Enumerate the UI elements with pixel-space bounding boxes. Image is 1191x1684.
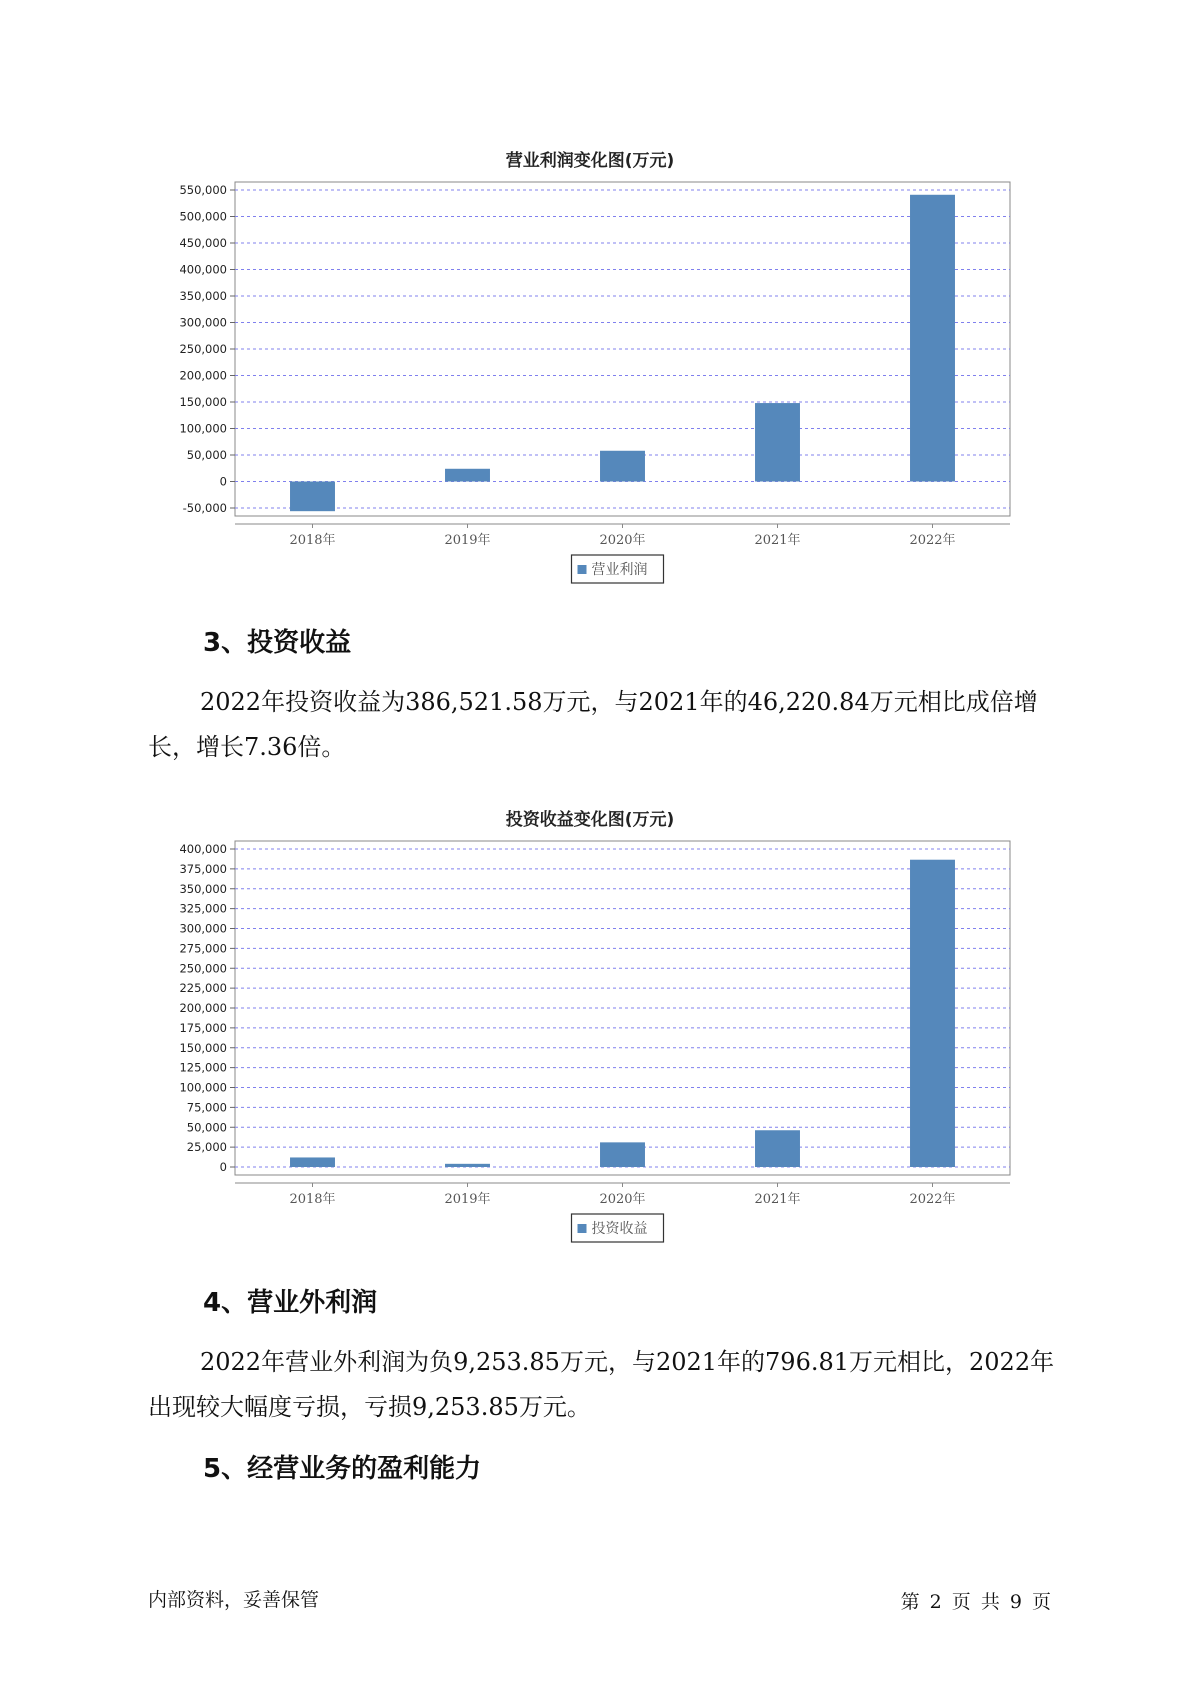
- legend-label: 营业利润: [591, 562, 648, 578]
- y-tick-label: 0: [219, 1160, 227, 1174]
- legend-label: 投资收益: [591, 1221, 648, 1237]
- bar-2022年: [910, 860, 955, 1167]
- y-tick-label: 175,000: [179, 1020, 227, 1035]
- bar-2018年: [290, 1157, 335, 1167]
- legend: [572, 555, 664, 583]
- x-tick-label: 2021年: [754, 1192, 801, 1207]
- y-tick-label: 125,000: [179, 1060, 227, 1075]
- bar-2021年: [755, 1130, 800, 1167]
- x-tick-label: 2022年: [909, 1192, 956, 1207]
- bar-2020年: [600, 1142, 645, 1167]
- y-tick-label: 50,000: [186, 448, 227, 462]
- x-tick-label: 2020年: [599, 533, 646, 548]
- investment-income-chart-svg: [160, 837, 1020, 1257]
- operating-profit-chart-svg: [160, 178, 1020, 598]
- x-tick-label: 2018年: [289, 1192, 336, 1207]
- y-tick-label: 550,000: [179, 183, 227, 197]
- legend-swatch: [578, 565, 587, 574]
- paragraph-non-operating: 2022年营业外利润为负9,253.85万元，与2021年的796.81万元相比，2022年出现较大幅度亏损，亏损9,253.85万元。: [148, 1348, 1055, 1421]
- y-tick-label: 150,000: [179, 395, 227, 409]
- bar-2020年: [600, 451, 645, 482]
- legend: [572, 1214, 664, 1242]
- paragraph-investment: 2022年投资收益为386,521.58万元，与2021年的46,220.84万元相比成倍增长，增长7.36倍。: [148, 688, 1038, 761]
- bar-2022年: [910, 195, 955, 482]
- bar-2019年: [445, 469, 490, 482]
- investment-income-chart: [160, 797, 1020, 1257]
- y-tick-label: 200,000: [179, 1001, 227, 1015]
- footer-confidential-note: 内部资料，妥善保管: [148, 1589, 320, 1611]
- y-tick-label: 250,000: [179, 342, 227, 356]
- bar-2018年: [290, 482, 335, 512]
- y-tick-label: 25,000: [186, 1140, 227, 1155]
- x-tick-label: 2019年: [444, 533, 491, 548]
- bar-2021年: [755, 403, 800, 481]
- operating-profit-chart: [160, 138, 1020, 598]
- y-tick-label: 375,000: [179, 861, 227, 876]
- y-tick-label: 400,000: [179, 842, 227, 856]
- y-tick-label: 225,000: [179, 981, 227, 996]
- y-tick-label: 100,000: [179, 1080, 227, 1095]
- y-tick-label: 75,000: [186, 1100, 227, 1115]
- x-tick-label: 2021年: [754, 533, 801, 548]
- legend-swatch: [578, 1224, 587, 1233]
- chart-title: 投资收益变化图(万元): [505, 810, 675, 830]
- y-tick-label: 0: [219, 474, 227, 489]
- x-tick-label: 2018年: [289, 533, 336, 548]
- y-tick-label: 300,000: [179, 315, 227, 330]
- y-tick-label: 275,000: [179, 941, 227, 956]
- y-tick-label: 400,000: [179, 262, 227, 277]
- x-tick-label: 2019年: [444, 1192, 491, 1207]
- y-tick-label: 500,000: [179, 209, 227, 224]
- y-tick-label: 350,000: [179, 289, 227, 303]
- y-tick-label: 50,000: [186, 1120, 227, 1135]
- y-tick-label: 200,000: [179, 368, 227, 383]
- chart-title: 营业利润变化图(万元): [505, 151, 675, 171]
- y-tick-label: 350,000: [179, 881, 227, 896]
- section-heading-investment: 3、投资收益: [203, 628, 352, 658]
- y-tick-label: 300,000: [179, 921, 227, 936]
- y-tick-label: 150,000: [179, 1040, 227, 1055]
- x-tick-label: 2022年: [909, 533, 956, 548]
- section-heading-profitability: 5、经营业务的盈利能力: [203, 1454, 482, 1484]
- y-tick-label: 325,000: [179, 901, 227, 916]
- bar-2019年: [445, 1164, 490, 1167]
- y-tick-label: 450,000: [179, 236, 227, 250]
- y-tick-label: 250,000: [179, 961, 227, 976]
- y-tick-label: 100,000: [179, 421, 227, 436]
- footer-page-number: 第 2 页 共 9 页: [900, 1591, 1051, 1613]
- section-heading-non-operating: 4、营业外利润: [203, 1288, 378, 1318]
- y-tick-label: -50,000: [182, 501, 227, 515]
- x-tick-label: 2020年: [599, 1192, 646, 1207]
